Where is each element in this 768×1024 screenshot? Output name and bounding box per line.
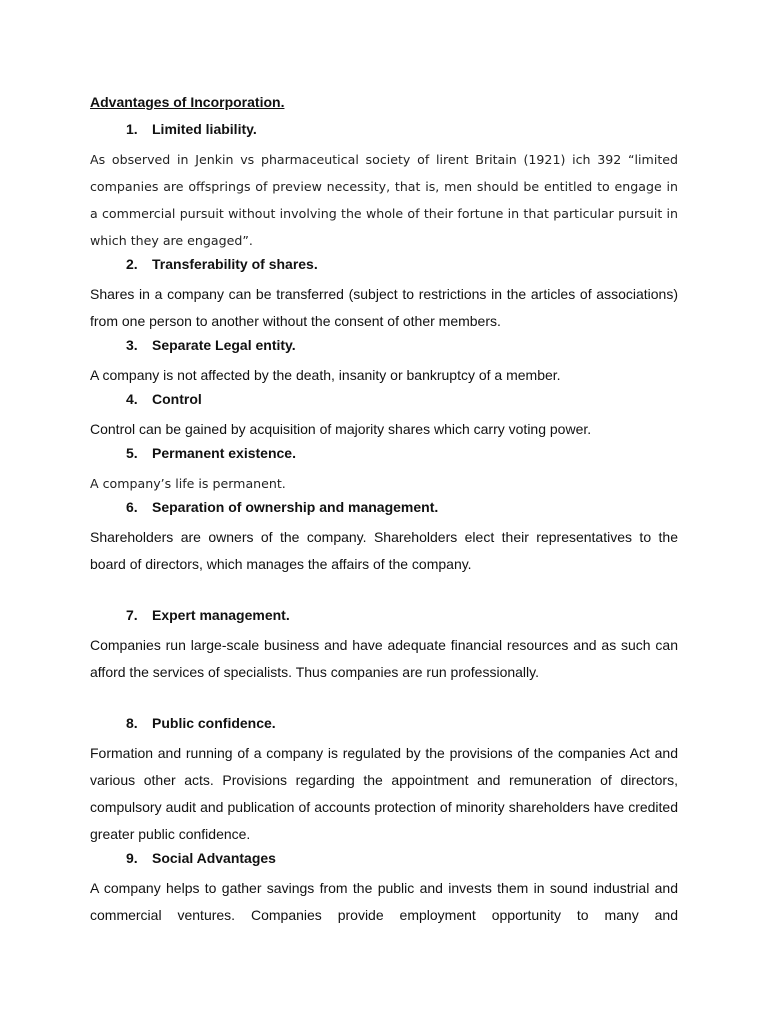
item-title: Expert management. [152, 607, 290, 623]
item-heading [126, 254, 678, 274]
item-title: Social Advantages [152, 850, 276, 866]
item-body: Shareholders are owners of the company. Shareholders elect their representatives to the board of directors, which manages the affairs of the company. [90, 529, 678, 572]
item-heading [126, 497, 678, 517]
item-body: Companies run large-scale business and have adequate financial resources and as such can afford the services of specialists. Thus companies are run professionally. [90, 637, 678, 680]
item-heading [126, 335, 678, 355]
item-body: As observed in Jenkin vs pharmaceutical society of lirent Britain (1921) ich 392 “limited companies are offsprings of preview necessity, that is, men should be entitled to engage in a commercial pursuit without involving the whole of their fortune in that particular pursuit in which they are engaged”. [90, 152, 678, 248]
item-body: A company helps to gather savings from the public and invests them in sound industrial and commercial ventures. Companies provide employment opportunity to many and [90, 880, 678, 923]
item-body: A company’s life is permanent. [90, 476, 286, 491]
item-title: Separate Legal entity. [152, 337, 296, 353]
item-number: 9. [126, 850, 138, 866]
list-item-separate-legal-entity [90, 335, 678, 389]
item-number: 4. [126, 391, 138, 407]
paragraph-spacer [90, 578, 678, 605]
list-item-transferability [90, 254, 678, 335]
item-number: 7. [126, 607, 138, 623]
item-heading [126, 605, 678, 625]
item-title: Permanent existence. [152, 445, 296, 461]
document-page [90, 92, 678, 929]
list-item-permanent-existence [90, 443, 678, 497]
item-heading [126, 119, 678, 139]
list-item-limited-liability [90, 119, 678, 254]
paragraph-spacer [90, 686, 678, 713]
item-number: 3. [126, 337, 138, 353]
item-title: Separation of ownership and management. [152, 499, 439, 515]
item-title: Transferability of shares. [152, 256, 318, 272]
list-item-social-advantages [90, 848, 678, 929]
item-heading [126, 848, 678, 868]
item-number: 8. [126, 715, 138, 731]
list-item-expert-management [90, 605, 678, 686]
item-title: Limited liability. [152, 121, 257, 137]
document-title: Advantages of Incorporation. [90, 94, 285, 110]
item-number: 5. [126, 445, 138, 461]
item-body: Shares in a company can be transferred (subject to restrictions in the articles of associations) from one person to another without the consent of other members. [90, 286, 678, 329]
item-heading [126, 389, 678, 409]
list-item-separation-ownership [90, 497, 678, 578]
item-number: 6. [126, 499, 138, 515]
item-heading [126, 443, 678, 463]
item-body: Control can be gained by acquisition of majority shares which carry voting power. [90, 421, 592, 437]
item-body: A company is not affected by the death, insanity or bankruptcy of a member. [90, 367, 561, 383]
item-title: Public confidence. [152, 715, 276, 731]
list-item-control [90, 389, 678, 443]
item-number: 2. [126, 256, 138, 272]
item-title: Control [152, 391, 202, 407]
item-heading [126, 713, 678, 733]
list-item-public-confidence [90, 713, 678, 848]
item-body: Formation and running of a company is regulated by the provisions of the companies Act and various other acts. Provisions regarding the appointment and remuneration of directors, compulsory audit and publication of accounts protection of minority shareholders have credited greater public confidence. [90, 745, 678, 842]
item-number: 1. [126, 121, 138, 137]
